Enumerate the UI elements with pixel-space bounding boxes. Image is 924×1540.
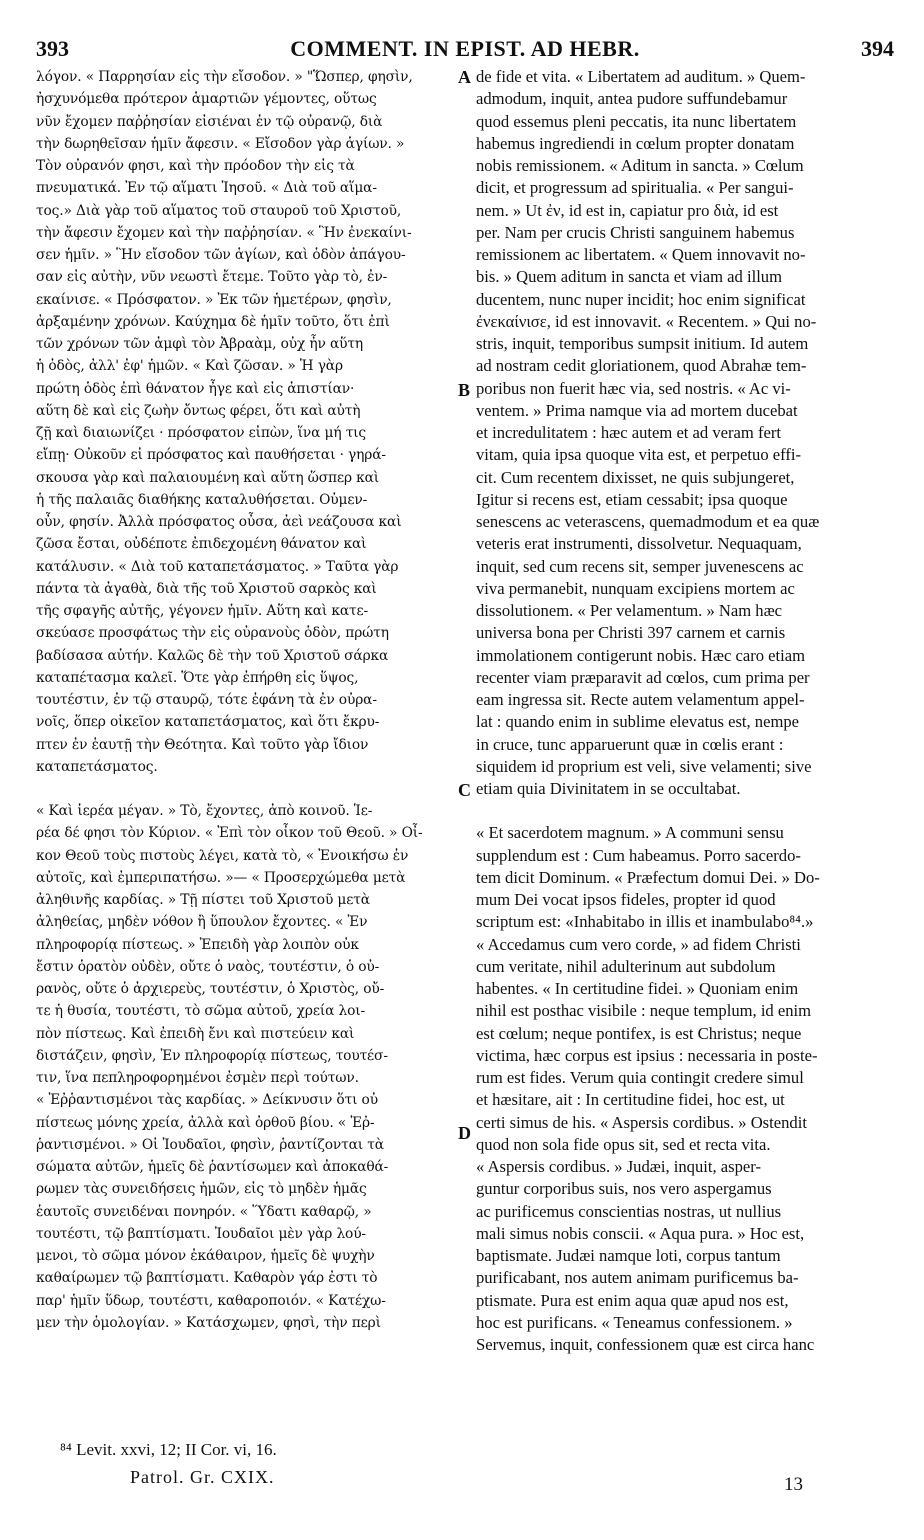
greek-text-line: ρέα δέ φησι τὸν Κύριον. « Ἐπὶ τὸν οἶκον τοῦ Θεοῦ. » Οἶ- — [36, 825, 423, 842]
greek-text-line: τουτέστι, τῷ βαπτίσματι. Ἰουδαῖοι μὲν γὰρ λού- — [36, 1225, 366, 1242]
margin-marker-c: C — [458, 780, 471, 800]
latin-column — [476, 66, 890, 1356]
latin-text-line: inquit, sed cum recens sit, semper juvenescens ac — [476, 556, 804, 576]
latin-text-line: cit. Cum recentem dixisset, ne quis subjungeret, — [476, 467, 795, 487]
latin-text-line: nem. » Ut ἐν, id est in, capiatur pro διὰ, id est — [476, 200, 779, 220]
greek-text-line: διστάζειν, φησὶν, Ἐν πληροφορίᾳ πίστεως, τουτέσ- — [36, 1047, 388, 1064]
page-number-right: 394 — [861, 36, 894, 61]
latin-text-line: remissionem ac libertatem. « Quem innovavit no- — [476, 245, 806, 264]
latin-text-line: tem dicit Dominum. « Præfectum domui Dei. » Do- — [476, 867, 820, 887]
footnote: ⁸⁴ Levit. xxvi, 12; II Cor. vi, 16. — [60, 1440, 277, 1459]
patrologia-reference: Patrol. Gr. CXIX. — [130, 1467, 275, 1487]
latin-text-line: nihil est posthac visibile : neque templum, id enim — [476, 1001, 812, 1021]
greek-text-line: « Ἐῤῥαντισμένοι τὰς καρδίας. » Δείκνυσιν ὅτι οὐ — [36, 1092, 378, 1109]
latin-text-line: veteris erat instrumenti, dissolvetur. Nequaquam, — [476, 534, 802, 554]
greek-text-line: πάντα τὰ ἀγαθὰ, διὰ τῆς τοῦ Χριστοῦ σαρκὸς καὶ — [36, 580, 377, 597]
margin-marker-b: B — [458, 380, 471, 400]
latin-text-line: bis. » Quem aditum in sancta et viam ad illum — [476, 267, 783, 287]
latin-text-line: scriptum est: «Inhabitabo in illis et inambulabo⁸⁴.» — [476, 912, 814, 932]
latin-text-line: nobis remissionem. « Aditum in sancta. » Cœlum — [476, 156, 804, 175]
greek-text-line: εκαίνισε. « Πρόσφατον. » Ἐκ τῶν ἡμετέρων, φησὶν, — [36, 291, 392, 308]
page-number-left: 393 — [36, 36, 69, 61]
greek-text-line: τὴν ἄφεσιν ἔχομεν καὶ τὴν παῤῥησίαν. « Ἣν ἐνεκαίνι- — [36, 224, 412, 241]
latin-text-line: viva permanebit, nunquam excipiens mortem ac — [476, 578, 795, 598]
latin-text-line: ptismate. Pura est enim aqua quæ apud nos est, — [476, 1290, 789, 1310]
latin-text-line: ac purificemus conscientias nostras, ut nullius — [476, 1201, 782, 1221]
greek-text-line: ρανὸς, οὔτε ὁ ἀρχιερεὺς, τουτέστιν, ὁ Χριστὸς, οὔ- — [36, 981, 385, 997]
latin-text-line: mum Dei vocat ipsos fideles, propter id quod — [476, 890, 776, 909]
greek-text-line: μενοι, τὸ σῶμα μόνον ἐκάθαιρον, ἡμεῖς δὲ ψυχὴν — [36, 1248, 375, 1264]
latin-text-line: mali simus nobis conscii. « Aqua pura. » Hoc est, — [476, 1223, 805, 1243]
latin-text-line: eam ingressa sit. Recte autem velamentum appel- — [476, 690, 805, 709]
latin-text-line: ἐνεκαίνισε, id est innovavit. « Recentem. » Qui no- — [476, 311, 817, 331]
latin-text-line: ad nostram cedit gloriationem, quod Abrahæ tem- — [476, 356, 807, 376]
greek-text-line: αὐτοῖς, καὶ ἐμπεριπατήσω. »— « Προσερχώμεθα μετὰ — [36, 869, 406, 886]
greek-text-line: ἀληθείας, μηδὲν νόθον ἢ ὕπουλον ἔχοντες. « Ἐν — [36, 914, 368, 931]
greek-text-line: σώματα αὐτῶν, ἡμεῖς δὲ ῥαντίσωμεν καὶ ἀποκαθά- — [36, 1159, 389, 1175]
greek-text-line: τῶν χρόνων τῶν ἀμφὶ τὸν Ἀβραὰμ, οὐχ ἦν αὕτη — [36, 336, 364, 352]
latin-text-line: ventem. » Prima namque via ad mortem ducebat — [476, 400, 798, 420]
latin-text-line: poribus non fuerit hæc via, sed nostris. « Ac vi- — [476, 378, 791, 398]
greek-text-line: « Καὶ ἱερέα μέγαν. » Τὸ, ἔχοντες, ἀπὸ κοινοῦ. Ἱε- — [36, 803, 373, 819]
greek-text-line: πνευματικά. Ἐν τῷ αἵματι Ἰησοῦ. « Διὰ τοῦ αἵμα- — [36, 180, 377, 197]
greek-text-line: κον Θεοῦ τοὺς πιστοὺς λέγει, κατὰ τὸ, « Ἐνοικήσω ἐν — [36, 847, 409, 864]
latin-text-line: guntur corporibus suis, nos vero aspergamus — [476, 1179, 772, 1199]
greek-text-line: νῦν ἔχομεν παῤῥησίαν εἰσιέναι ἐν τῷ οὐρανῷ, διὰ — [36, 113, 383, 130]
latin-text-line: supplendum est : Cum habeamus. Porro sacerdo- — [476, 845, 801, 865]
greek-text-line: τιν, ἵνα πεπληροφορημένοι ἐσμὲν περὶ τούτων. — [36, 1070, 359, 1086]
latin-text-line: « Aspersis cordibus. » Judæi, inquit, asper- — [476, 1157, 761, 1176]
latin-text-line: certi simus de his. « Aspersis cordibus. » Ostendit — [476, 1112, 807, 1132]
latin-text-line: habentes. « In certitudine fidei. » Quoniam enim — [476, 979, 799, 998]
greek-text-line: σκεύασε προσφάτως τὴν εἰς οὐρανοὺς ὁδὸν, πρώτη — [36, 625, 389, 642]
latin-text-line: purificabant, nos autem animam purificemus ba- — [476, 1268, 799, 1288]
greek-text-line: ἡ τῆς παλαιᾶς διαθήκης καταλυθήσεται. Οὐμεν- — [36, 491, 368, 508]
latin-text-line: cum veritate, nihil adulterinum aut subdolum — [476, 956, 776, 976]
margin-marker-a: A — [458, 67, 471, 87]
latin-text-line: senescens ac veterascens, quemadmodum et ea quæ — [476, 512, 820, 531]
greek-text-line: Τὸν οὐρανόν φησι, καὶ τὴν πρόοδον τὴν εἰς τὰ — [36, 158, 355, 174]
latin-text-line: in cruce, tunc apparuerunt quæ in cœlis erant : — [476, 734, 784, 754]
latin-text-line: est cœlum; neque pontifex, is est Christus; neque — [476, 1023, 802, 1043]
latin-text-line: « Accedamus cum vero corde, » ad fidem Christi — [476, 934, 801, 954]
latin-text-line: vitam, quia ipsa quoque vita est, et perpetuo effi- — [476, 445, 802, 465]
greek-text-line: ῥαντισμένοι. » Οἱ Ἰουδαῖοι, φησὶν, ῥαντίζονται τὰ — [36, 1136, 384, 1153]
latin-text-line: quod essemus pleni peccatis, ita nunc libertatem — [476, 111, 797, 131]
latin-text-line: baptismate. Judæi namque loti, corpus tantum — [476, 1246, 781, 1265]
latin-text-line: hoc est purificans. « Teneamus confessionem. » — [476, 1312, 793, 1332]
greek-text-line: σκουσα γὰρ καὶ παλαιουμένη καὶ αὕτη ὥσπερ καὶ — [36, 469, 380, 486]
greek-text-line: λόγον. « Παρρησίαν εἰς τὴν εἴσοδον. » "Ὥσπερ, φησὶν, — [36, 69, 413, 85]
greek-text-line: ἠσχυνόμεθα πρότερον ἁμαρτιῶν γέμοντες, οὕτως — [36, 91, 377, 108]
greek-text-line: πτεν ἐν ἑαυτῇ τὴν Θεότητα. Καὶ τοῦτο γὰρ ἴδιον — [36, 736, 369, 753]
greek-text-line: ρωμεν τὰς συνειδήσεις ἡμῶν, εἰς τὸ μηδὲν ἡμᾶς — [36, 1181, 367, 1198]
greek-text-line: ἡ ὁδὸς, ἀλλ' ἐφ' ἡμῶν. « Καὶ ζῶσαν. » Ἡ γὰρ — [36, 358, 343, 375]
latin-text-line: ducentem, nunc nuper incidit; hoc enim significat — [476, 289, 806, 309]
greek-text-line: καταπέτασμα καλεῖ. Ὅτε γὰρ ἐπήρθη εἰς ὕψος, — [36, 669, 359, 686]
greek-text-line: τε ἡ θυσία, τουτέστι, τὸ σῶμα αὐτοῦ, χρεία λοι- — [36, 1003, 366, 1020]
greek-text-line: πὸν πίστεως. Καὶ ἐπειδὴ ἔνι καὶ πιστεύειν καὶ — [36, 1025, 355, 1042]
latin-text-line: etiam quia Divinitatem in se occultabat. — [476, 779, 741, 798]
latin-text-line: rum est fides. Verum quia contingit credere simul — [476, 1068, 804, 1087]
latin-text-line: immolationem contigerunt nobis. Hæc caro etiam — [476, 645, 806, 665]
greek-text-line: ἀληθινῆς καρδίας. » Τῇ πίστει τοῦ Χριστοῦ μετὰ — [36, 892, 370, 908]
latin-text-line: de fide et vita. « Libertatem ad auditum. » Quem- — [476, 67, 806, 86]
greek-text-line: πρώτη ὁδὸς ἐπὶ θάνατον ἦγε καὶ εἰς ἀπιστίαν· — [36, 380, 355, 397]
greek-text-line: μεν τὴν ὁμολογίαν. » Κατάσχωμεν, φησὶ, τὴν περὶ — [36, 1314, 381, 1331]
greek-text-line: τὴν δωρηθεῖσαν ἡμῖν ἄφεσιν. « Εἴσοδον γὰρ ἁγίων. » — [36, 135, 405, 152]
latin-text-line: victima, hæc corpus est ipsius : necessaria in poste- — [476, 1045, 818, 1065]
greek-column — [36, 66, 458, 1334]
latin-text-line: stris, inquit, temporibus sumpsit initium. Id autem — [476, 334, 809, 353]
greek-text-line: σεν ἡμῖν. » Ἣν εἴσοδον τῶν ἁγίων, καὶ ὁδὸν ἀπάγου- — [36, 247, 406, 263]
greek-text-line: ἑαυτοῖς συνειδέναι πονηρόν. « Ὕδατι καθαρῷ, » — [36, 1203, 372, 1220]
latin-text-line: admodum, inquit, antea pudore suffundebamur — [476, 89, 788, 109]
greek-text-line: τος.» Διὰ γὰρ τοῦ αἵματος τοῦ σταυροῦ τοῦ Χριστοῦ, — [36, 202, 402, 219]
greek-text-line: ζῇ καὶ διαιωνίζει · πρόσφατον εἰπὼν, ἵνα μή τις — [36, 425, 367, 441]
paragraph-gap — [36, 778, 458, 800]
greek-text-line: καθαίρωμεν τῷ βαπτίσματι. Καθαρὸν γάρ ἐστι τὸ — [36, 1270, 378, 1287]
greek-text-line: πίστεως μόνης χρεία, ἀλλὰ καὶ ὀρθοῦ βίου. « Ἐῤ- — [36, 1114, 375, 1131]
greek-text-line: εἴπῃ· Οὐκοῦν εἰ πρόσφατος καὶ παυθήσεται · γηρά- — [36, 447, 386, 464]
greek-text-line: νοῖς, ὅπερ οἰκεῖον καταπετάσματος, καὶ ὅτι ἔκρυ- — [36, 714, 380, 731]
latin-text-line: dicit, et progressum ad spiritualia. « Per sangui- — [476, 178, 794, 198]
greek-text-line: παρ' ἡμῖν ὕδωρ, τουτέστι, καθαροποιόν. « Κατέχω- — [36, 1292, 386, 1309]
greek-text-line: σαν εἰς αὐτὴν, νῦν νεωστὶ ἔτεμε. Τοῦτο γὰρ τὸ, ἐν- — [36, 269, 388, 286]
greek-text-line: ἔστιν ὁρατὸν οὐδὲν, οὔτε ὁ ναὸς, τουτέστιν, ὁ οὐ- — [36, 958, 380, 975]
latin-text-line: « Et sacerdotem magnum. » A communi sensu — [476, 823, 784, 843]
running-header — [36, 36, 894, 64]
greek-text-line: κατάλυσιν. « Διὰ τοῦ καταπετάσματος. » Ταῦτα γὰρ — [36, 558, 399, 575]
greek-text-line: βαδίσασα αὐτήν. Καλῶς δὲ τὴν τοῦ Χριστοῦ σάρκα — [36, 647, 389, 664]
greek-text-line: ἀρξαμένην χρόνων. Καύχημα δὲ ἡμῖν τοῦτο, ὅτι ἐπὶ — [36, 313, 390, 330]
latin-text-line: siquidem id proprium est veli, sive velamenti; sive — [476, 756, 812, 776]
greek-text-line: οὖν, φησίν. Ἀλλὰ πρόσφατος οὖσα, ἀεὶ νεάζουσα καὶ — [36, 514, 402, 530]
latin-text-line: habemus ingrediendi in cœlum propter donatam — [476, 133, 795, 153]
latin-text-line: et hæsitare, ait : In certitudine fidei, hoc est, ut — [476, 1090, 785, 1110]
greek-text-line: τῆς σφαγῆς αὐτῆς, γέγονεν ἡμῖν. Αὕτη καὶ κατε- — [36, 603, 369, 619]
latin-text-line: recenter viam præparavit ad cœlos, cum prima per — [476, 667, 810, 687]
greek-text-line: πληροφορίᾳ πίστεως. » Ἐπειδὴ γὰρ λοιπὸν οὐκ — [36, 936, 359, 953]
latin-text-line: dissolutionem. « Per velamentum. » Nam hæc — [476, 601, 783, 620]
paragraph-gap — [476, 800, 890, 822]
latin-text-line: lat : quando enim in sublime elevatus est, nempe — [476, 712, 800, 732]
latin-text-line: universa bona per Christi 397 carnem et carnis — [476, 623, 786, 643]
latin-text-line: per. Nam per crucis Christi sanguinem habemus — [476, 222, 795, 242]
margin-marker-d: D — [458, 1123, 471, 1143]
greek-text-line: αὕτη δὲ καὶ εἰς ζωὴν ὄντως φέρει, ὅτι καὶ αὐτὴ — [36, 402, 361, 419]
greek-text-line: ζῶσα ἔσται, οὐδέποτε ἐπιδεχομένη θάνατον καὶ — [36, 536, 367, 553]
latin-text-line: Servemus, inquit, confessionem quæ est circa hanc — [476, 1335, 815, 1354]
latin-text-line: et incredulitatem : hæc autem et ad veram fert — [476, 423, 782, 442]
greek-text-line: καταπετάσματος. — [36, 758, 158, 775]
latin-text-line: quod non sola fide opus sit, sed et recta vita. — [476, 1134, 771, 1154]
greek-text-line: τουτέστιν, ἐν τῷ σταυρῷ, τότε ἐφάνη τὰ ἐν οὐρα- — [36, 692, 377, 708]
signature-number: 13 — [784, 1474, 803, 1495]
latin-text-line: Igitur si recens est, etiam cessabit; ipsa quoque — [476, 489, 788, 509]
running-title: COMMENT. IN EPIST. AD HEBR. — [290, 36, 640, 61]
